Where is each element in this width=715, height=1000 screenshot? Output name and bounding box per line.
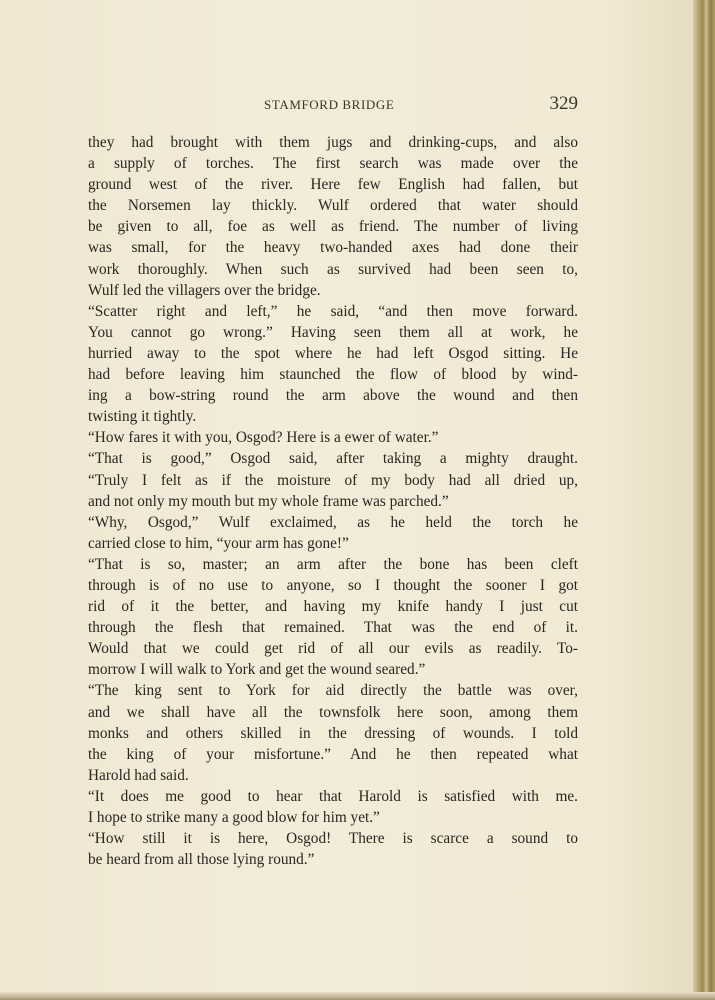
page-edge <box>693 0 715 1000</box>
text-line: and not only my mouth but my whole frame was parched.” <box>88 492 449 510</box>
text-line: the king of your misfortune.” And he then repeated what <box>88 745 578 763</box>
text-line: “How fares it with you, Osgod? Here is a ewer of water.” <box>88 429 439 447</box>
text-line: “That is so, master; an arm after the bone has been cleft <box>88 555 578 573</box>
text-line: “Scatter right and left,” he said, “and then move forward. <box>88 302 578 320</box>
text-line: work thoroughly. When such as survived had been seen to, <box>88 260 578 278</box>
text-line: through the flesh that remained. That was the end of it. <box>88 619 578 637</box>
text-line: Would that we could get rid of all our evils as readily. To- <box>88 640 578 658</box>
text-line: You cannot go wrong.” Having seen them all at work, he <box>88 323 578 341</box>
text-line: rid of it the better, and having my knife handy I just cut <box>88 598 578 616</box>
text-line: a supply of torches. The first search was made over the <box>88 155 578 173</box>
text-line: carried close to him, “your arm has gone!” <box>88 534 349 552</box>
text-line: “That is good,” Osgod said, after taking a mighty draught. <box>88 450 578 468</box>
text-line: “Why, Osgod,” Wulf exclaimed, as he held the torch he <box>88 513 578 531</box>
text-line: “Truly I felt as if the moisture of my body had all dried up, <box>88 471 578 489</box>
text-line: ground west of the river. Here few English had fallen, but <box>88 176 578 194</box>
text-line: be given to all, foe as well as friend. The number of living <box>88 218 578 236</box>
body-text <box>88 132 578 870</box>
text-line: monks and others skilled in the dressing of wounds. I told <box>88 724 578 742</box>
text-line: “It does me good to hear that Harold is satisfied with me. <box>88 787 578 805</box>
text-line: I hope to strike many a good blow for him yet.” <box>88 809 380 826</box>
text-line: morrow I will walk to York and get the wound seared.” <box>88 661 426 679</box>
text-line: twisting it tightly. <box>88 408 197 426</box>
text-line: the Norsemen lay thickly. Wulf ordered that water should <box>88 197 578 215</box>
text-line: Wulf led the villagers over the bridge. <box>88 281 321 299</box>
page-bottom-edge <box>0 992 715 1000</box>
text-line: ing a bow-string round the arm above the wound and then <box>88 387 578 405</box>
text-line: they had brought with them jugs and drinking-cups, and also <box>88 134 578 151</box>
text-line: “The king sent to York for aid directly the battle was over, <box>88 682 578 700</box>
text-line: through is of no use to anyone, so I thought the sooner I got <box>88 576 578 594</box>
text-line: and we shall have all the townsfolk here soon, among them <box>88 703 578 721</box>
page-number: 329 <box>549 93 578 114</box>
text-line: “How still it is here, Osgod! There is scarce a sound to <box>88 830 578 848</box>
text-line: be heard from all those lying round.” <box>88 851 315 869</box>
text-line: had before leaving him staunched the flow of blood by wind- <box>88 366 578 384</box>
text-line: was small, for the heavy two-handed axes had done their <box>88 239 578 257</box>
text-line: Harold had said. <box>88 766 189 784</box>
running-head-title: STAMFORD BRIDGE <box>264 97 395 112</box>
running-head <box>88 93 578 117</box>
text-line: hurried away to the spot where he had left Osgod sitting. He <box>88 344 578 362</box>
